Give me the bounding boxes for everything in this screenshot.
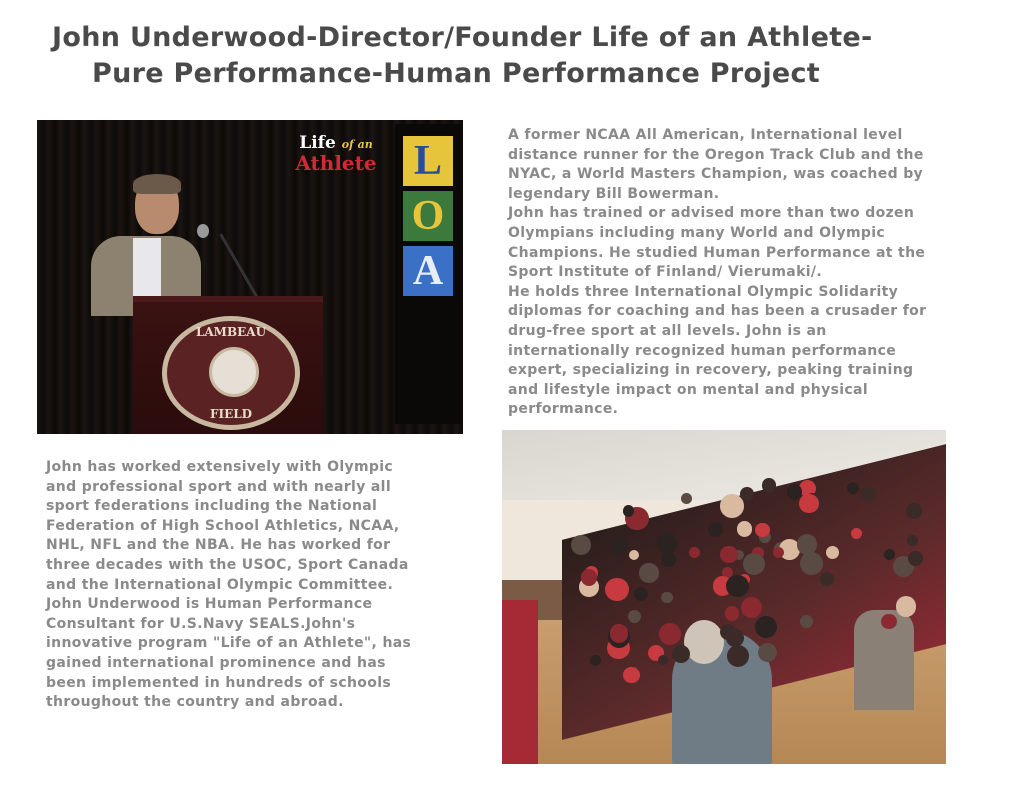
crowd-person xyxy=(590,655,601,666)
speaker-hair xyxy=(133,174,181,194)
crowd-person xyxy=(861,487,876,502)
crowd-person xyxy=(611,539,627,555)
page-title xyxy=(52,20,992,92)
crowd-person xyxy=(689,547,700,558)
crowd-person xyxy=(800,552,823,575)
seal-emblem xyxy=(209,347,259,397)
crowd-person xyxy=(623,505,634,516)
left-paragraph-line: innovative program "Life of an Athlete", has xyxy=(46,635,412,652)
crowd-person xyxy=(571,535,591,555)
right-paragraph-line: Sport Institute of Finland/ Vierumaki/. xyxy=(508,264,823,281)
left-paragraph-line: throughout the country and abroad. xyxy=(46,694,344,711)
right-paragraph-line: distance runner for the Oregon Track Club and the xyxy=(508,146,924,163)
right-paragraph-line: diplomas for coaching and has been a crusader for xyxy=(508,303,927,320)
left-paragraph-line: and the International Olympic Committee. xyxy=(46,576,394,593)
left-paragraph-line: Federation of High School Athletics, NCAA, xyxy=(46,517,400,534)
right-paragraph-line: NYAC, a World Masters Champion, was coached by xyxy=(508,166,924,183)
crowd-person xyxy=(605,578,628,601)
crowd-person xyxy=(800,615,813,628)
right-paragraph-line: internationally recognized human performance xyxy=(508,342,897,359)
right-paragraph-line: A former NCAA All American, International level xyxy=(508,127,903,143)
crowd-person xyxy=(820,572,834,586)
right-paragraph-line: legendary Bill Bowerman. xyxy=(508,185,720,202)
crowd-person xyxy=(799,494,818,513)
crowd-person xyxy=(657,533,677,553)
crowd-person xyxy=(581,569,598,586)
right-paragraph-line: Champions. He studied Human Performance at the xyxy=(508,244,926,261)
seal-top-text: LAMBEAU xyxy=(195,325,267,339)
crowd-person xyxy=(725,606,740,621)
logo-athlete: Athlete xyxy=(295,151,377,175)
right-paragraph-line: and lifestyle impact on mental and physical xyxy=(508,381,869,398)
logo-of-an: of an xyxy=(341,138,373,151)
podium xyxy=(133,296,323,434)
banner-letter-l: L xyxy=(403,136,453,186)
crowd-person xyxy=(639,563,659,583)
crowd-person xyxy=(623,667,639,683)
left-paragraph-line: John Underwood is Human Performance xyxy=(46,596,373,613)
right-paragraph-line: John has trained or advised more than two dozen xyxy=(508,205,915,222)
lambeau-field-seal xyxy=(162,316,300,430)
right-paragraph-line: drug-free sport at all levels. John is an xyxy=(508,322,827,339)
crowd-person xyxy=(881,614,896,629)
crowd-person xyxy=(908,551,923,566)
left-paragraph-line: and professional sport and with nearly all xyxy=(46,478,391,495)
crowd-person xyxy=(726,575,749,598)
banner-letter-a: A xyxy=(403,246,453,296)
crowd-person xyxy=(610,624,628,642)
crowd-person xyxy=(762,478,777,493)
crowd-person xyxy=(681,493,692,504)
loa-banner xyxy=(395,124,461,424)
title-line-1: John Underwood-Director/Founder Life of an Athlete- xyxy=(52,22,873,53)
crowd-person xyxy=(884,549,895,560)
life-of-an-athlete-logo xyxy=(273,133,399,175)
banner-letter-o: O xyxy=(403,191,453,241)
title-line-2: Pure Performance-Human Performance Project xyxy=(92,58,821,89)
crowd-person xyxy=(661,552,675,566)
left-paragraph-line: been implemented in hundreds of schools xyxy=(46,674,392,691)
logo-life: Life xyxy=(299,133,336,153)
speaker-shirt xyxy=(133,238,161,298)
left-paragraph-line: Consultant for U.S.Navy SEALS.John's xyxy=(46,615,356,632)
right-paragraph-line: He holds three International Olympic Solidarity xyxy=(508,283,899,300)
crowd-person xyxy=(720,494,744,518)
speaker-photo xyxy=(37,120,463,434)
crowd-person xyxy=(907,535,917,545)
gym-crowd-photo xyxy=(502,430,946,764)
seated-woman-head xyxy=(684,620,724,664)
left-paragraph-line: NHL, NFL and the NBA. He has worked for xyxy=(46,537,391,554)
crowd-person xyxy=(737,521,753,537)
left-paragraph-line: gained international prominence and has xyxy=(46,654,386,671)
left-paragraph-line: John has worked extensively with Olympic xyxy=(46,459,394,475)
crowd-person xyxy=(659,623,681,645)
crowd-person xyxy=(896,596,916,616)
bio-paragraph-left xyxy=(46,458,476,713)
crowd-person xyxy=(758,643,777,662)
crowd-person xyxy=(672,645,690,663)
court-stripe xyxy=(502,600,538,764)
right-paragraph-line: Olympians including many World and Olympic xyxy=(508,224,886,241)
microphone-icon xyxy=(197,224,209,238)
bio-paragraph-right xyxy=(508,126,996,420)
crowd-person xyxy=(720,546,738,564)
crowd-person xyxy=(847,482,859,494)
left-paragraph-line: three decades with the USOC, Sport Canada xyxy=(46,556,409,573)
left-paragraph-line: sport federations including the National xyxy=(46,498,378,515)
right-paragraph-line: performance. xyxy=(508,401,619,418)
right-paragraph-line: expert, specializing in recovery, peaking training xyxy=(508,362,914,379)
crowd-person xyxy=(797,534,818,555)
seal-bottom-text: FIELD xyxy=(209,407,253,421)
